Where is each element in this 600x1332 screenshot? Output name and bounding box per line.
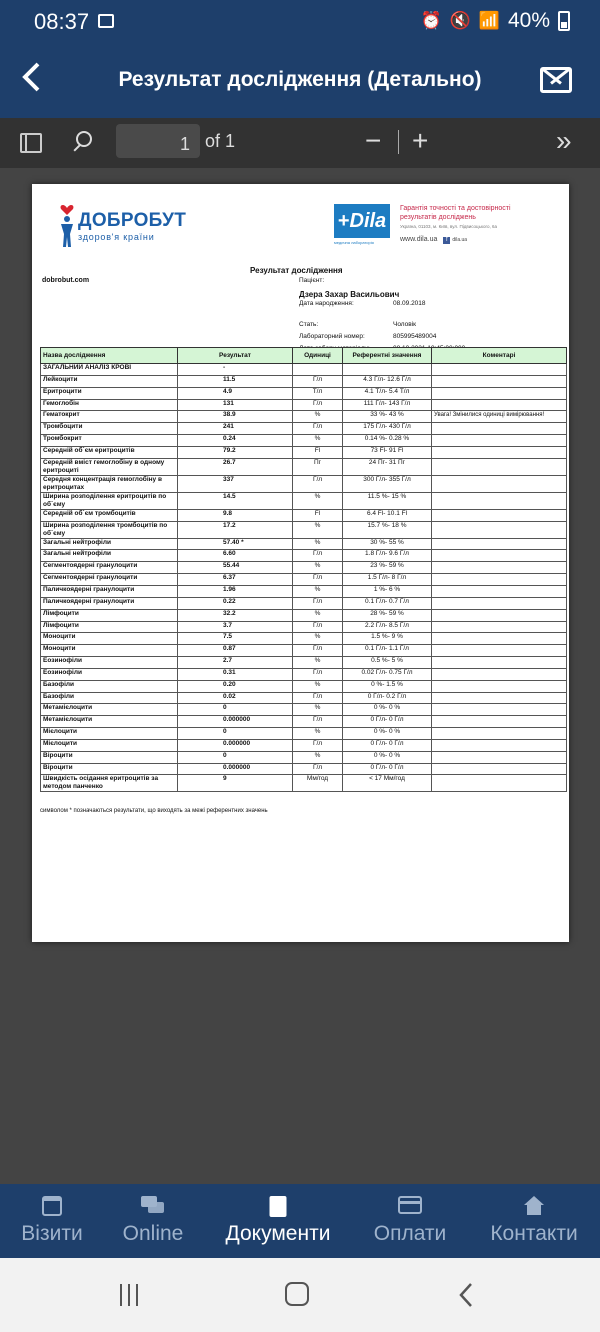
table-row bbox=[41, 399, 567, 411]
table-row bbox=[41, 446, 567, 458]
cell-result: 3.7 bbox=[178, 621, 293, 633]
cell-result: 0.000000 bbox=[178, 739, 293, 751]
cell-comment bbox=[432, 633, 567, 645]
recents-button[interactable] bbox=[118, 1284, 140, 1306]
cell-unit: % bbox=[293, 435, 343, 447]
cell-unit: % bbox=[293, 492, 343, 509]
cell-comment bbox=[432, 775, 567, 792]
cell-result: 17.2 bbox=[178, 521, 293, 538]
cell-result: 6.37 bbox=[178, 574, 293, 586]
table-row bbox=[41, 387, 567, 399]
cell-name: Базофіли bbox=[41, 692, 178, 704]
cell-unit: % bbox=[293, 633, 343, 645]
dila-logo bbox=[334, 200, 544, 252]
cell-unit: Г/л bbox=[293, 716, 343, 728]
cell-ref: 73 Fl- 91 Fl bbox=[343, 446, 432, 458]
cell-ref: 15.7 %- 18 % bbox=[343, 521, 432, 538]
cell-unit: Fl bbox=[293, 446, 343, 458]
cell-unit: Г/л bbox=[293, 574, 343, 586]
zoom-out-button[interactable]: − bbox=[365, 125, 382, 156]
cell-ref: 1.8 Г/л- 9.6 Г/л bbox=[343, 550, 432, 562]
cell-result: 38.9 bbox=[178, 411, 293, 423]
cell-unit: % bbox=[293, 728, 343, 740]
cell-name: Лейкоцити bbox=[41, 375, 178, 387]
tab-bar bbox=[0, 1184, 600, 1258]
cell-name: Швидкість осідання еритроцитів за методом панченко bbox=[41, 775, 178, 792]
cell-result: 32.2 bbox=[178, 609, 293, 621]
cell-result: 337 bbox=[178, 475, 293, 492]
cell-result: 2.7 bbox=[178, 657, 293, 669]
cell-comment bbox=[432, 585, 567, 597]
info-label: Лабораторний номер: bbox=[299, 333, 365, 340]
cell-comment bbox=[432, 521, 567, 538]
site-url: dobrobut.com bbox=[42, 277, 90, 284]
cell-comment bbox=[432, 763, 567, 775]
cell-unit: Г/л bbox=[293, 475, 343, 492]
col-header: Результат bbox=[178, 348, 293, 364]
table-row bbox=[41, 775, 567, 792]
cell-name: Сегментоядерні гранулоцити bbox=[41, 574, 178, 586]
cell-ref: 0 Г/л- 0.2 Г/л bbox=[343, 692, 432, 704]
cell-unit: % bbox=[293, 609, 343, 621]
cell-name: Гемоглобін bbox=[41, 399, 178, 411]
cell-unit: % bbox=[293, 521, 343, 538]
table-row bbox=[41, 645, 567, 657]
cell-comment bbox=[432, 716, 567, 728]
dila-address: Україна, 01103, м. Київ, вул. Підвисоцького, 6а bbox=[400, 224, 498, 229]
cell-ref: 28 %- 59 % bbox=[343, 609, 432, 621]
cell-unit: Т/л bbox=[293, 387, 343, 399]
battery-percent: 40% bbox=[507, 9, 550, 32]
cell-name: Сегментоядерні гранулоцити bbox=[41, 562, 178, 574]
patient-info-row bbox=[299, 333, 437, 340]
cell-ref: 1.5 Г/л- 8 Г/л bbox=[343, 574, 432, 586]
cell-ref: 33 %- 43 % bbox=[343, 411, 432, 423]
cell-name: Середня концентрація гемоглобіну в еритроцитах bbox=[41, 475, 178, 492]
cell-result: 4.9 bbox=[178, 387, 293, 399]
chat-icon bbox=[141, 1196, 165, 1214]
dobrobut-logo bbox=[58, 202, 198, 252]
facebook-icon: f bbox=[443, 237, 450, 244]
cell-ref: 300 Г/л- 355 Г/л bbox=[343, 475, 432, 492]
table-row bbox=[41, 475, 567, 492]
cell-comment bbox=[432, 668, 567, 680]
tab-visits[interactable]: Візити bbox=[0, 1184, 104, 1258]
cell-ref: 0.5 %- 5 % bbox=[343, 657, 432, 669]
cell-name: Середній вміст гемоглобіну в одному еритроциті bbox=[41, 458, 178, 475]
cell-ref: 0 %- 0 % bbox=[343, 704, 432, 716]
cell-name: Базофіли bbox=[41, 680, 178, 692]
cell-ref: 23 %- 59 % bbox=[343, 562, 432, 574]
cell-comment bbox=[432, 458, 567, 475]
table-row bbox=[41, 562, 567, 574]
cell-comment bbox=[432, 751, 567, 763]
cell-ref: 4.3 Г/л- 12.6 Г/л bbox=[343, 375, 432, 387]
cell-ref: 0.14 %- 0.28 % bbox=[343, 435, 432, 447]
cell-ref: 1.5 %- 9 % bbox=[343, 633, 432, 645]
tab-documents[interactable]: Документи bbox=[212, 1184, 344, 1258]
table-row bbox=[41, 538, 567, 550]
system-nav-bar bbox=[0, 1258, 600, 1332]
wifi-icon: 📶 bbox=[478, 11, 500, 30]
document-title: Результат дослідження bbox=[250, 266, 343, 275]
zoom-divider bbox=[398, 130, 399, 154]
cell-comment bbox=[432, 728, 567, 740]
table-row bbox=[41, 621, 567, 633]
info-label: Стать: bbox=[299, 321, 319, 328]
cell-result: 131 bbox=[178, 399, 293, 411]
alarm-icon: ⏰ bbox=[420, 11, 442, 30]
table-row bbox=[41, 550, 567, 562]
info-value: Чоловік bbox=[393, 321, 417, 328]
table-row bbox=[41, 633, 567, 645]
status-time: 08:37 bbox=[34, 9, 90, 34]
calendar-icon bbox=[42, 1196, 62, 1216]
cell-unit: Fl bbox=[293, 509, 343, 521]
cell-unit: Г/л bbox=[293, 739, 343, 751]
cell-ref: 24 Пг- 31 Пг bbox=[343, 458, 432, 475]
cell-result: 0.24 bbox=[178, 435, 293, 447]
cell-name: Лімфоцити bbox=[41, 609, 178, 621]
table-row bbox=[41, 521, 567, 538]
cell-name: Моноцити bbox=[41, 633, 178, 645]
cell-ref: 4.1 Т/л- 5.4 Т/л bbox=[343, 387, 432, 399]
cell-comment bbox=[432, 475, 567, 492]
cell-comment bbox=[432, 657, 567, 669]
table-row bbox=[41, 668, 567, 680]
cell-result: 0.20 bbox=[178, 680, 293, 692]
cell-result: 0.31 bbox=[178, 668, 293, 680]
cell-unit: Г/л bbox=[293, 597, 343, 609]
cell-name: Паличкоядерні гранулоцити bbox=[41, 597, 178, 609]
cell-comment bbox=[432, 739, 567, 751]
dobrobut-slogan: здоров'я країни bbox=[78, 232, 155, 242]
cell-name: Мієлоцити bbox=[41, 739, 178, 751]
cell-name: Тромбоцити bbox=[41, 423, 178, 435]
cell-comment bbox=[432, 387, 567, 399]
cell-ref: 0 Г/л- 0 Г/л bbox=[343, 716, 432, 728]
cell-unit: Г/л bbox=[293, 550, 343, 562]
cell-name: Середній об`єм еритроцитів bbox=[41, 446, 178, 458]
col-header: Коментарі bbox=[432, 348, 567, 364]
patient-label: Пацієнт: bbox=[299, 277, 325, 284]
cell-comment bbox=[432, 621, 567, 633]
cell-name: Моноцити bbox=[41, 645, 178, 657]
col-header: Назва дослідження bbox=[41, 348, 178, 364]
system-back-icon bbox=[458, 1282, 474, 1308]
table-row bbox=[41, 435, 567, 447]
cell-result: 0.000000 bbox=[178, 716, 293, 728]
table-row bbox=[41, 492, 567, 509]
cell-ref: 0 %- 0 % bbox=[343, 751, 432, 763]
cell-name: Мієлоцити bbox=[41, 728, 178, 740]
cell-ref: 11.5 %- 15 % bbox=[343, 492, 432, 509]
col-header: Референтні значення bbox=[343, 348, 432, 364]
cell-name: Ширина розподілення еритроцитів по об`єму bbox=[41, 492, 178, 509]
cell-result: 11.5 bbox=[178, 375, 293, 387]
table-row bbox=[41, 716, 567, 728]
cell-comment bbox=[432, 574, 567, 586]
cell-comment bbox=[432, 680, 567, 692]
table-row bbox=[41, 458, 567, 475]
cell-unit: % bbox=[293, 538, 343, 550]
table-row bbox=[41, 728, 567, 740]
cell-comment bbox=[432, 423, 567, 435]
table-row bbox=[41, 574, 567, 586]
cell-result: 1.96 bbox=[178, 585, 293, 597]
table-row bbox=[41, 364, 567, 376]
results-table bbox=[40, 347, 567, 792]
cell-result: 14.5 bbox=[178, 492, 293, 509]
search-icon[interactable] bbox=[76, 131, 92, 147]
battery-icon bbox=[558, 11, 570, 31]
table-row bbox=[41, 657, 567, 669]
cell-ref: 1 %- 6 % bbox=[343, 585, 432, 597]
cell-name: Гематокрит bbox=[41, 411, 178, 423]
cell-ref: 0.02 Г/л- 0.75 Г/л bbox=[343, 668, 432, 680]
table-header-row bbox=[41, 348, 567, 364]
cell-unit: Г/л bbox=[293, 668, 343, 680]
dila-mark: +Dila bbox=[334, 204, 390, 238]
cell-name: Паличкоядерні гранулоцити bbox=[41, 585, 178, 597]
cell-result: 7.5 bbox=[178, 633, 293, 645]
more-tools-button[interactable]: » bbox=[556, 125, 572, 156]
cell-unit: Мм/год bbox=[293, 775, 343, 792]
cell-name: Середній об`єм тромбоцитів bbox=[41, 509, 178, 521]
cell-result: 0.87 bbox=[178, 645, 293, 657]
message-notification-icon bbox=[98, 14, 114, 28]
page-count: of 1 bbox=[205, 131, 236, 151]
cell-unit: Г/л bbox=[293, 399, 343, 411]
cell-name: ЗАГАЛЬНИЙ АНАЛІЗ КРОВІ bbox=[41, 364, 178, 376]
cell-ref: 2.2 Г/л- 8.5 Г/л bbox=[343, 621, 432, 633]
table-row bbox=[41, 763, 567, 775]
table-row bbox=[41, 704, 567, 716]
cell-name: Лімфоцити bbox=[41, 621, 178, 633]
cell-unit: Г/л bbox=[293, 375, 343, 387]
cell-name: Віроцити bbox=[41, 751, 178, 763]
cell-comment bbox=[432, 364, 567, 376]
dobrobut-brand: ДОБРОБУТ bbox=[78, 210, 187, 231]
cell-unit: % bbox=[293, 751, 343, 763]
table-row bbox=[41, 585, 567, 597]
cell-ref: 0 Г/л- 0 Г/л bbox=[343, 739, 432, 751]
cell-result: 26.7 bbox=[178, 458, 293, 475]
page-number-input[interactable] bbox=[116, 124, 200, 158]
patient-info-row bbox=[299, 321, 417, 328]
info-value: 805995489004 bbox=[393, 333, 437, 340]
mute-icon: 🔇 bbox=[449, 11, 471, 30]
info-label: Дата народження: bbox=[299, 300, 354, 307]
cell-result: - bbox=[178, 364, 293, 376]
cell-unit: % bbox=[293, 704, 343, 716]
table-row bbox=[41, 609, 567, 621]
cell-name: Еозинофіли bbox=[41, 668, 178, 680]
cell-ref: 111 Г/л- 143 Г/л bbox=[343, 399, 432, 411]
cell-comment bbox=[432, 399, 567, 411]
cell-ref: 0.1 Г/л- 0.7 Г/л bbox=[343, 597, 432, 609]
cell-name: Еозинофіли bbox=[41, 657, 178, 669]
page-title: Результат дослідження (Детально) bbox=[118, 68, 482, 91]
cell-comment bbox=[432, 692, 567, 704]
cell-result: 55.44 bbox=[178, 562, 293, 574]
cell-name: Ширина розподілення тромбоцитів по об`єму bbox=[41, 521, 178, 538]
table-row bbox=[41, 411, 567, 423]
sidebar-toggle-icon[interactable] bbox=[20, 133, 42, 153]
col-header: Одиниці bbox=[293, 348, 343, 364]
cell-comment bbox=[432, 492, 567, 509]
cell-unit: % bbox=[293, 680, 343, 692]
cell-ref: 0 %- 0 % bbox=[343, 728, 432, 740]
patient-info-row bbox=[299, 300, 426, 307]
cell-name: Загальні нейтрофіли bbox=[41, 550, 178, 562]
cell-unit: Г/л bbox=[293, 645, 343, 657]
table-row bbox=[41, 680, 567, 692]
cell-comment bbox=[432, 704, 567, 716]
footnote: символом * позначаються результати, що виходять за межі референтних значень bbox=[40, 808, 268, 814]
pdf-toolbar bbox=[0, 118, 600, 168]
cell-comment bbox=[432, 435, 567, 447]
table-row bbox=[41, 423, 567, 435]
cell-result: 0 bbox=[178, 728, 293, 740]
cell-result: 0.000000 bbox=[178, 763, 293, 775]
cell-result: 9.8 bbox=[178, 509, 293, 521]
table-row bbox=[41, 692, 567, 704]
card-icon bbox=[398, 1196, 422, 1214]
cell-result: 241 bbox=[178, 423, 293, 435]
cell-name: Метамієлоцити bbox=[41, 716, 178, 728]
tab-contacts[interactable]: Контакти bbox=[474, 1184, 594, 1258]
cell-comment bbox=[432, 446, 567, 458]
cell-result: 79.2 bbox=[178, 446, 293, 458]
cell-result: 6.60 bbox=[178, 550, 293, 562]
table-row bbox=[41, 597, 567, 609]
cell-comment: Увага! Змінилися одиниці вимірювання! bbox=[432, 411, 567, 423]
cell-unit: % bbox=[293, 657, 343, 669]
cell-result: 9 bbox=[178, 775, 293, 792]
system-back-button[interactable] bbox=[458, 1282, 474, 1312]
cell-name: Віроцити bbox=[41, 763, 178, 775]
cell-comment bbox=[432, 375, 567, 387]
status-icons bbox=[420, 9, 570, 33]
status-bar bbox=[0, 0, 600, 44]
document-icon bbox=[270, 1196, 287, 1217]
cell-ref bbox=[343, 364, 432, 376]
table-row bbox=[41, 375, 567, 387]
cell-name: Еритроцити bbox=[41, 387, 178, 399]
table-row bbox=[41, 751, 567, 763]
table-row bbox=[41, 509, 567, 521]
dila-subtitle: медична лабораторія bbox=[334, 240, 374, 245]
table-row bbox=[41, 739, 567, 751]
zoom-in-button[interactable]: + bbox=[412, 125, 429, 156]
cell-unit: Г/л bbox=[293, 423, 343, 435]
cell-name: Метамієлоцити bbox=[41, 704, 178, 716]
dobrobut-figure-icon bbox=[58, 202, 76, 248]
cell-name: Загальні нейтрофіли bbox=[41, 538, 178, 550]
cell-name: Тромбокрит bbox=[41, 435, 178, 447]
info-value: 08.09.2018 bbox=[393, 300, 426, 307]
cell-unit: Пг bbox=[293, 458, 343, 475]
dila-guarantee: Гарантія точності та достовірності результатів досліджень bbox=[400, 205, 511, 221]
home-icon bbox=[523, 1196, 545, 1216]
cell-unit: Г/л bbox=[293, 692, 343, 704]
tab-online[interactable]: Online bbox=[104, 1184, 202, 1258]
cell-comment bbox=[432, 609, 567, 621]
cell-unit: % bbox=[293, 562, 343, 574]
cell-ref: 0 %- 1.5 % bbox=[343, 680, 432, 692]
cell-ref: < 17 Мм/год bbox=[343, 775, 432, 792]
cell-ref: 0.1 Г/л- 1.1 Г/л bbox=[343, 645, 432, 657]
tab-payments[interactable]: Оплати bbox=[360, 1184, 460, 1258]
cell-unit: Г/л bbox=[293, 763, 343, 775]
cell-ref: 0 Г/л- 0 Г/л bbox=[343, 763, 432, 775]
cell-unit: % bbox=[293, 411, 343, 423]
cell-comment bbox=[432, 597, 567, 609]
cell-comment bbox=[432, 562, 567, 574]
cell-ref: 175 Г/л- 430 Г/л bbox=[343, 423, 432, 435]
cell-comment bbox=[432, 538, 567, 550]
cell-result: 0 bbox=[178, 704, 293, 716]
cell-ref: 30 %- 55 % bbox=[343, 538, 432, 550]
cell-unit: % bbox=[293, 585, 343, 597]
patient-name: Дзера Захар Васильович bbox=[299, 290, 400, 299]
cell-result: 0.02 bbox=[178, 692, 293, 704]
cell-comment bbox=[432, 509, 567, 521]
cell-ref: 6.4 Fl- 10.1 Fl bbox=[343, 509, 432, 521]
cell-comment bbox=[432, 550, 567, 562]
cell-comment bbox=[432, 645, 567, 657]
cell-unit: Г/л bbox=[293, 621, 343, 633]
mail-button[interactable] bbox=[540, 67, 572, 93]
cell-result: 0.22 bbox=[178, 597, 293, 609]
app-bar bbox=[0, 44, 600, 118]
cell-unit bbox=[293, 364, 343, 376]
home-button[interactable] bbox=[285, 1282, 309, 1306]
cell-result: 0 bbox=[178, 751, 293, 763]
pdf-page bbox=[32, 184, 569, 942]
cell-result: 57.40 * bbox=[178, 538, 293, 550]
dila-web: www.dila.ua f dila.ua bbox=[400, 236, 468, 243]
pdf-viewer[interactable] bbox=[0, 168, 600, 1184]
